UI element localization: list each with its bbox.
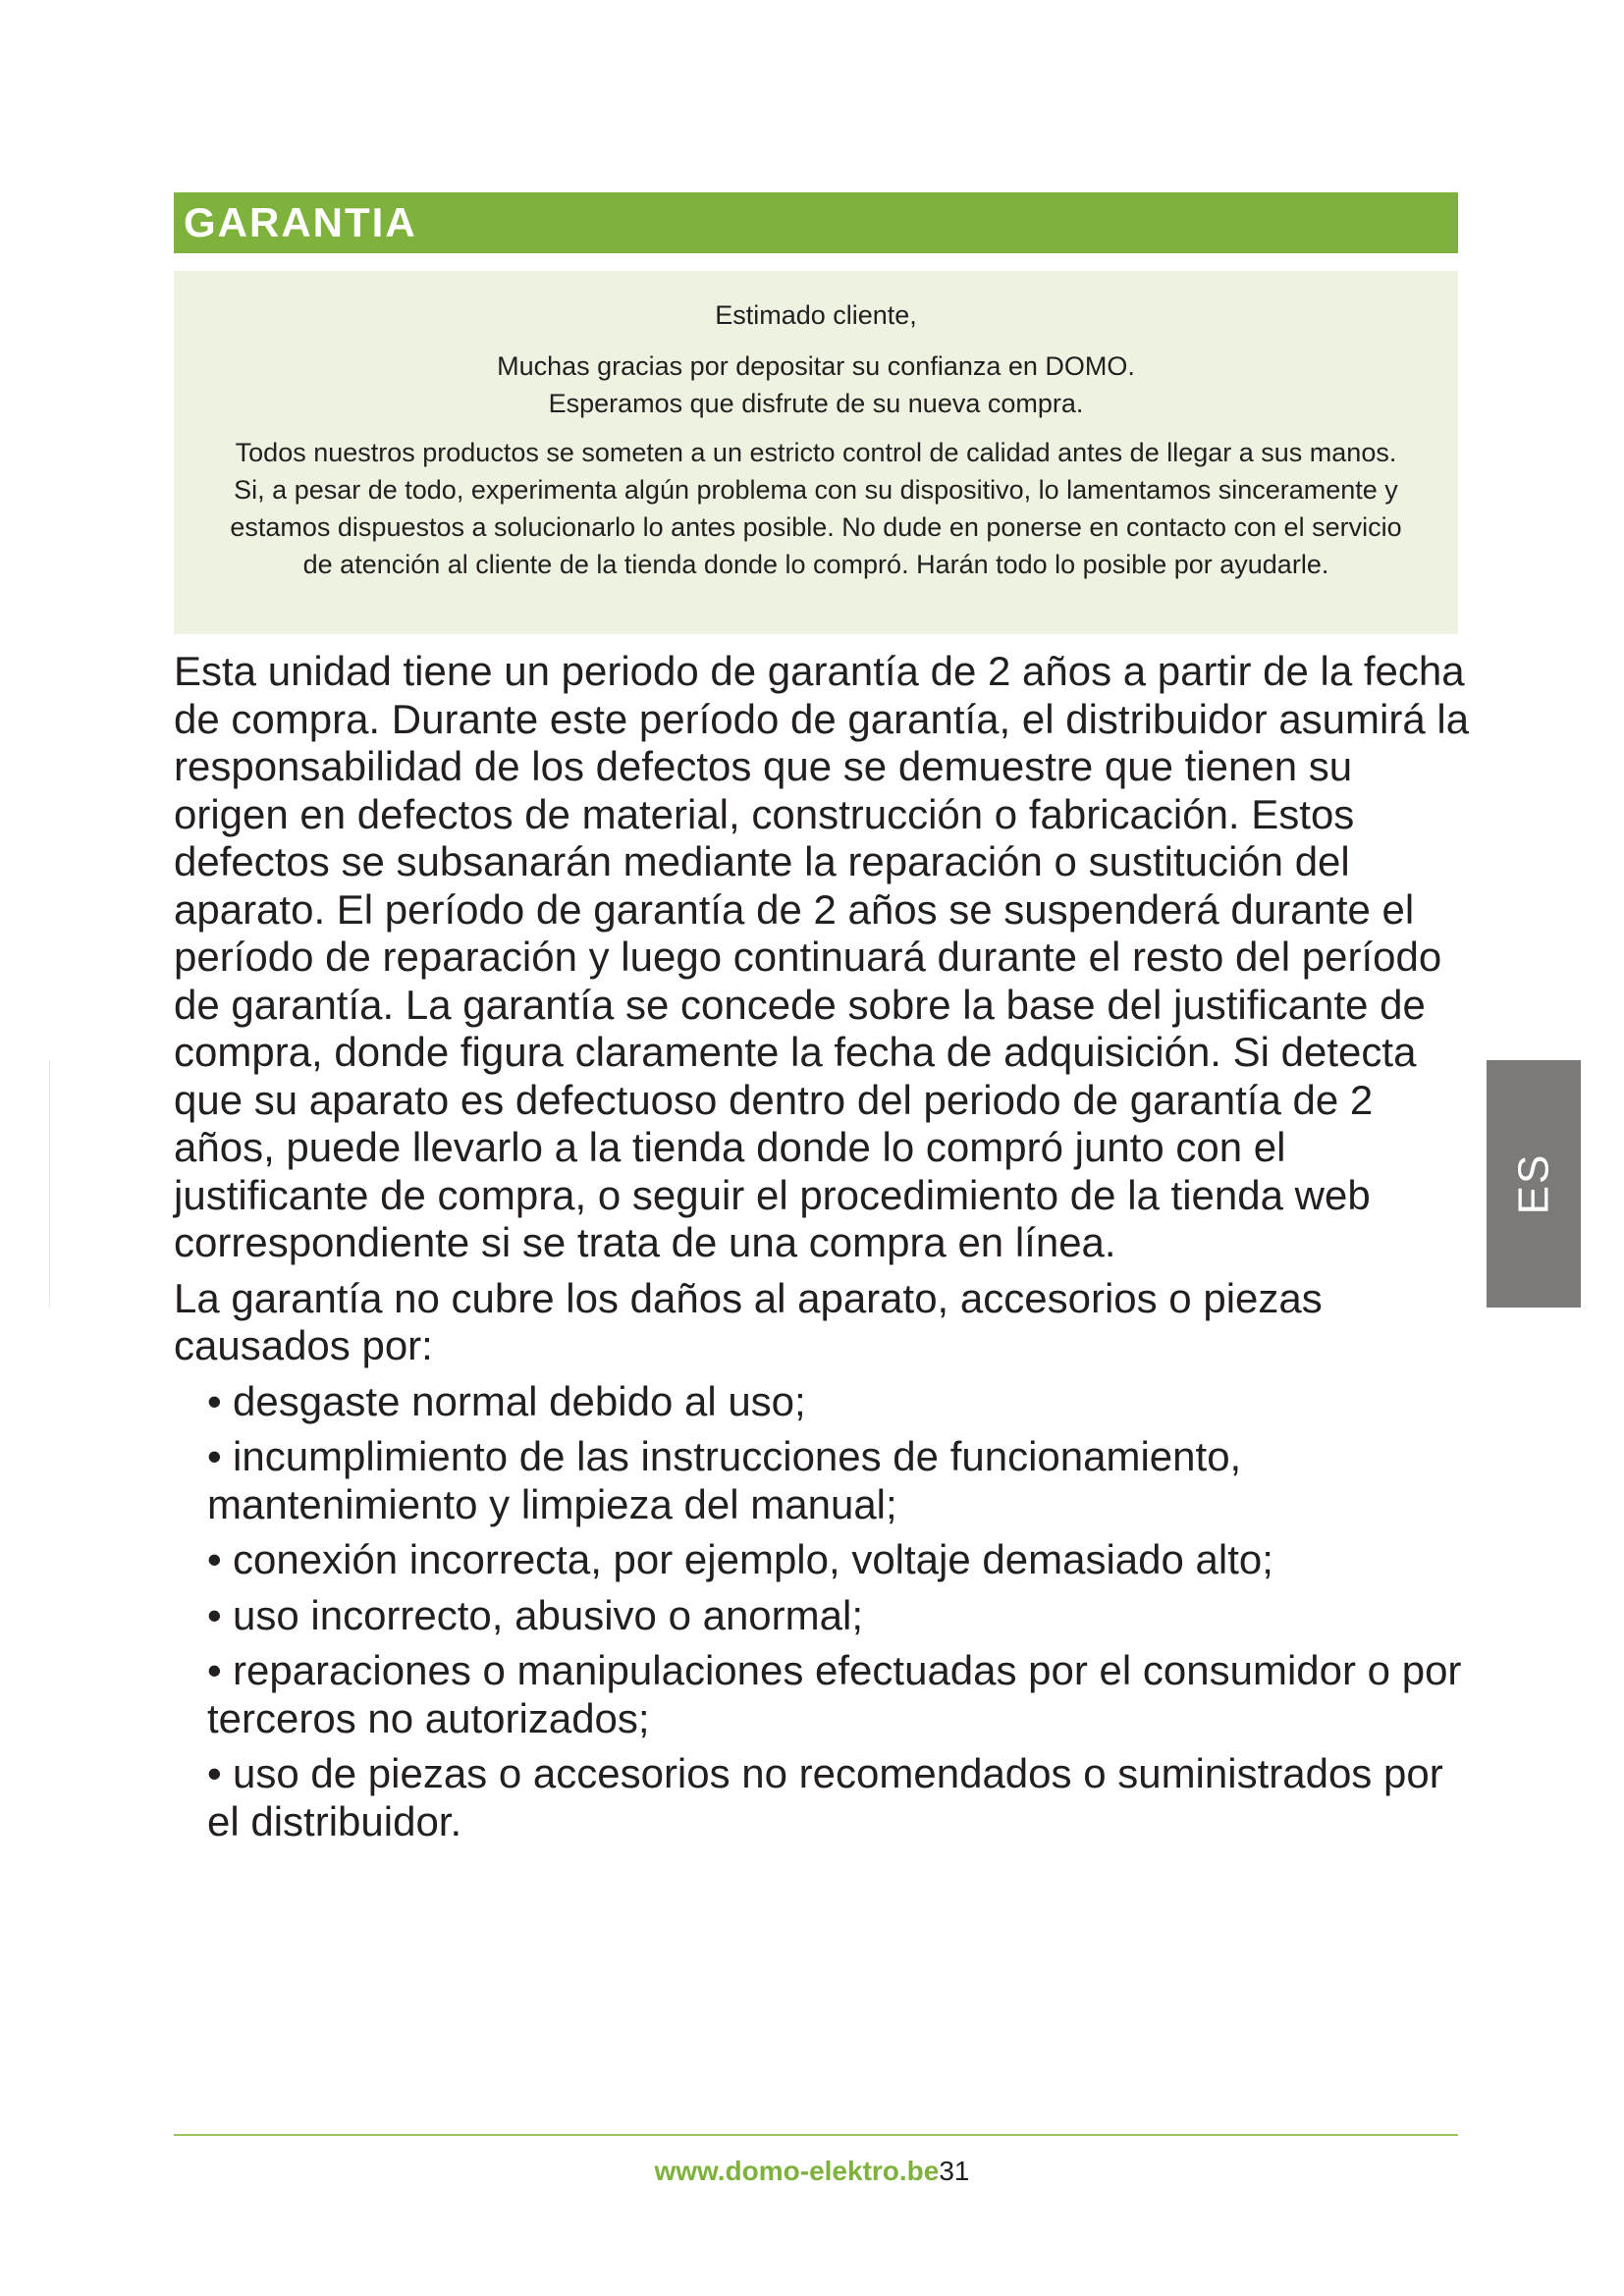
- bullet-icon: •: [207, 1750, 222, 1796]
- footer-website-link[interactable]: www.domo-elektro.be: [654, 2156, 940, 2186]
- bullet-icon: •: [207, 1536, 222, 1582]
- warranty-paragraph: Esta unidad tiene un periodo de garantía de 2 años a partir de la fecha de compra. Durante este período de garantía, el distribuidor asumirá la responsabilidad de los defectos que se demuestre que tienen su origen en defectos de material, construcción o fabricación. Estos defectos se subsanarán mediante la reparación o sustitución del aparato. El período de garantía de 2 años se suspenderá durante el período de reparación y luego continuará durante el resto del período de garantía. La garantía se concede sobre la base del justificante de compra, donde figura claramente la fecha de adquisición. Si detecta que su aparato es defectuoso dentro del periodo de garantía de 2 años, puede llevarlo a la tienda donde lo compró junto con el justificante de compra, o seguir el procedimiento de la tienda web correspondiente si se trata de una compra en línea.: [174, 648, 1470, 1265]
- language-tab-label: ES: [1508, 1152, 1557, 1215]
- section-header-bar: [174, 192, 1458, 253]
- bullet-icon: •: [207, 1591, 222, 1638]
- greeting-enjoy: Esperamos que disfrute de su nueva compra.: [548, 389, 1084, 418]
- list-item-text: desgaste normal debido al uso;: [233, 1377, 806, 1424]
- list-item: [207, 1536, 1470, 1584]
- greeting-salutation: Estimado cliente,: [715, 300, 917, 330]
- exclusions-list: [174, 1378, 1470, 1846]
- list-item-text: uso de piezas o accesorios no recomendados o suministrados por el distribuidor.: [207, 1750, 1443, 1844]
- warranty-content: [174, 648, 1470, 1853]
- list-item: [207, 1592, 1470, 1640]
- greeting-box: [174, 271, 1458, 634]
- margin-divider: [49, 1060, 50, 1308]
- list-item: [207, 1378, 1470, 1426]
- list-item-text: conexión incorrecta, por ejemplo, voltaje demasiado alto;: [233, 1536, 1273, 1582]
- greeting-thanks: Muchas gracias por depositar su confianza en DOMO.: [497, 351, 1135, 381]
- list-item: [207, 1433, 1470, 1528]
- list-item-text: incumplimiento de las instrucciones de funcionamiento, mantenimiento y limpieza del manual;: [207, 1433, 1242, 1527]
- language-tab: [1487, 1060, 1581, 1308]
- footer-divider: [174, 2134, 1458, 2136]
- greeting-body: Todos nuestros productos se someten a un estricto control de calidad antes de llegar a sus manos. Si, a pesar de todo, experimenta algún problema con su dispositivo, lo lamentamos sinceramente y estamos dispuestos a solucionarlo lo antes posible. No dude en ponerse en contacto con el servicio de atención al cliente de la tienda donde lo compró. Harán todo lo posible por ayudarle.: [230, 438, 1402, 579]
- page-footer: [0, 2156, 1624, 2187]
- section-title: GARANTIA: [184, 199, 417, 245]
- bullet-icon: •: [207, 1377, 222, 1424]
- bullet-icon: •: [207, 1433, 222, 1479]
- exclusions-intro: La garantía no cubre los daños al aparato, accesorios o piezas causados por:: [174, 1274, 1323, 1368]
- page-number: 31: [939, 2156, 970, 2186]
- list-item: [207, 1750, 1470, 1845]
- list-item-text: uso incorrecto, abusivo o anormal;: [233, 1591, 863, 1638]
- list-item: [207, 1647, 1470, 1742]
- list-item-text: reparaciones o manipulaciones efectuadas por el consumidor o por terceros no autorizados;: [207, 1647, 1462, 1741]
- bullet-icon: •: [207, 1647, 222, 1693]
